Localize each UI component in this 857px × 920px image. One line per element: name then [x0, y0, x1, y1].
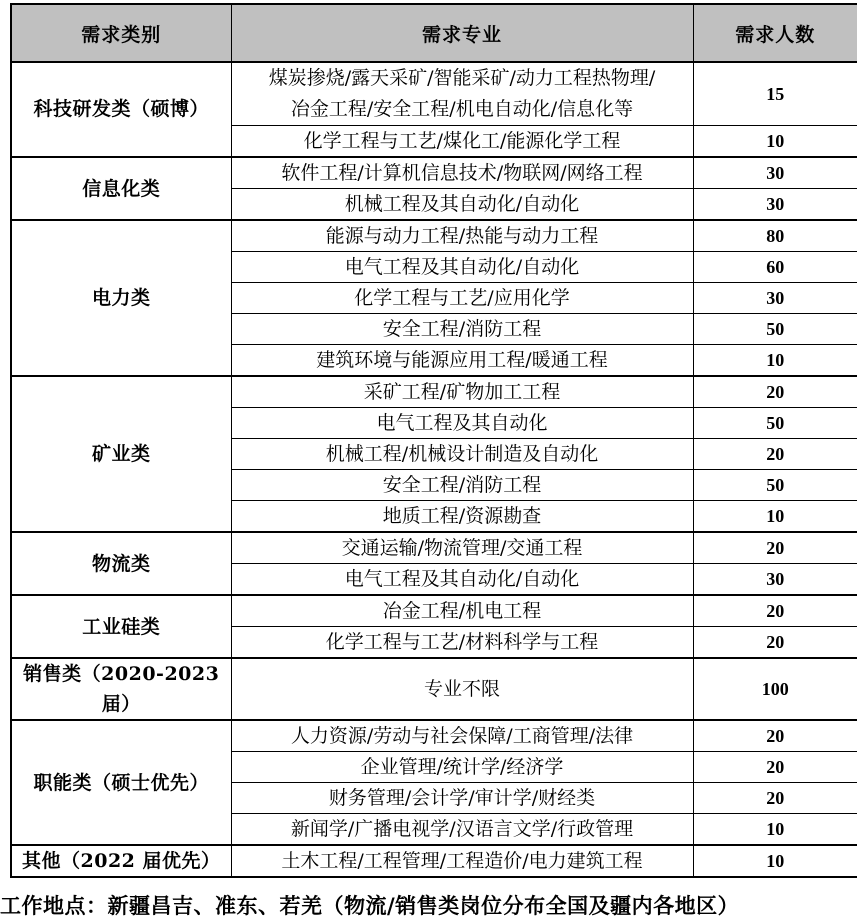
count-cell: 20: [693, 595, 857, 627]
category-cell: 矿业类: [11, 376, 231, 532]
table-row: [11, 595, 857, 627]
count-cell: 30: [693, 564, 857, 596]
count-cell: 60: [693, 252, 857, 283]
count-cell: 20: [693, 783, 857, 814]
count-cell: 50: [693, 408, 857, 439]
header-category: 需求类别: [11, 4, 231, 62]
major-cell: 土木工程/工程管理/工程造价/电力建筑工程: [231, 845, 693, 877]
major-cell: 安全工程/消防工程: [231, 314, 693, 345]
major-cell: 机械工程及其自动化/自动化: [231, 189, 693, 221]
count-cell: 15: [693, 62, 857, 126]
major-cell: 人力资源/劳动与社会保障/工商管理/法律: [231, 720, 693, 752]
major-cell: 采矿工程/矿物加工工程: [231, 376, 693, 408]
count-cell: 30: [693, 283, 857, 314]
major-cell: 煤炭掺烧/露天采矿/智能采矿/动力工程热物理/ 冶金工程/安全工程/机电自动化/信息化等: [231, 62, 693, 126]
work-location-note: 工作地点：新疆昌吉、准东、若羌（物流/销售类岗位分布全国及疆内各地区）: [0, 893, 740, 918]
category-cell: 销售类（2020-2023 届）: [11, 658, 231, 720]
header-row: [11, 4, 857, 62]
count-cell: 20: [693, 720, 857, 752]
count-cell: 20: [693, 532, 857, 564]
major-cell: 企业管理/统计学/经济学: [231, 752, 693, 783]
category-cell: 科技研发类（硕博）: [11, 62, 231, 157]
count-cell: 20: [693, 627, 857, 659]
table-row: [11, 845, 857, 877]
table-row: [11, 157, 857, 189]
count-cell: 20: [693, 376, 857, 408]
table-row: [11, 376, 857, 408]
major-cell: 能源与动力工程/热能与动力工程: [231, 220, 693, 252]
count-cell: 20: [693, 439, 857, 470]
table-row: [11, 220, 857, 252]
major-cell: 机械工程/机械设计制造及自动化: [231, 439, 693, 470]
category-cell: 职能类（硕士优先）: [11, 720, 231, 845]
major-cell: 专业不限: [231, 658, 693, 720]
table-header: [11, 4, 857, 62]
major-cell: 冶金工程/机电工程: [231, 595, 693, 627]
header-major: 需求专业: [231, 4, 693, 62]
major-cell: 软件工程/计算机信息技术/物联网/网络工程: [231, 157, 693, 189]
count-cell: 30: [693, 157, 857, 189]
count-cell: 80: [693, 220, 857, 252]
count-cell: 10: [693, 814, 857, 846]
count-cell: 30: [693, 189, 857, 221]
major-cell: 建筑环境与能源应用工程/暖通工程: [231, 345, 693, 377]
major-cell: 电气工程及其自动化/自动化: [231, 252, 693, 283]
table-row: [11, 658, 857, 720]
table-body: [11, 62, 857, 877]
recruitment-demand-table: [10, 3, 857, 878]
count-cell: 10: [693, 501, 857, 533]
table-row: [11, 720, 857, 752]
major-cell: 化学工程与工艺/应用化学: [231, 283, 693, 314]
category-cell: 工业硅类: [11, 595, 231, 658]
major-cell: 交通运输/物流管理/交通工程: [231, 532, 693, 564]
major-cell: 电气工程及其自动化/自动化: [231, 564, 693, 596]
major-cell: 化学工程与工艺/煤化工/能源化学工程: [231, 126, 693, 158]
count-cell: 20: [693, 752, 857, 783]
count-cell: 10: [693, 126, 857, 158]
major-cell: 财务管理/会计学/审计学/财经类: [231, 783, 693, 814]
category-cell: 其他（2022 届优先）: [11, 845, 231, 877]
table-row: [11, 532, 857, 564]
count-cell: 10: [693, 845, 857, 877]
header-count: 需求人数: [693, 4, 857, 62]
major-cell: 新闻学/广播电视学/汉语言文学/行政管理: [231, 814, 693, 846]
category-cell: 物流类: [11, 532, 231, 595]
category-cell: 电力类: [11, 220, 231, 376]
count-cell: 10: [693, 345, 857, 377]
major-cell: 地质工程/资源勘查: [231, 501, 693, 533]
table-row: [11, 62, 857, 126]
count-cell: 50: [693, 470, 857, 501]
major-cell: 电气工程及其自动化: [231, 408, 693, 439]
recruitment-demand-page: [0, 3, 856, 918]
major-cell: 安全工程/消防工程: [231, 470, 693, 501]
major-cell: 化学工程与工艺/材料科学与工程: [231, 627, 693, 659]
count-cell: 100: [693, 658, 857, 720]
category-cell: 信息化类: [11, 157, 231, 220]
count-cell: 50: [693, 314, 857, 345]
